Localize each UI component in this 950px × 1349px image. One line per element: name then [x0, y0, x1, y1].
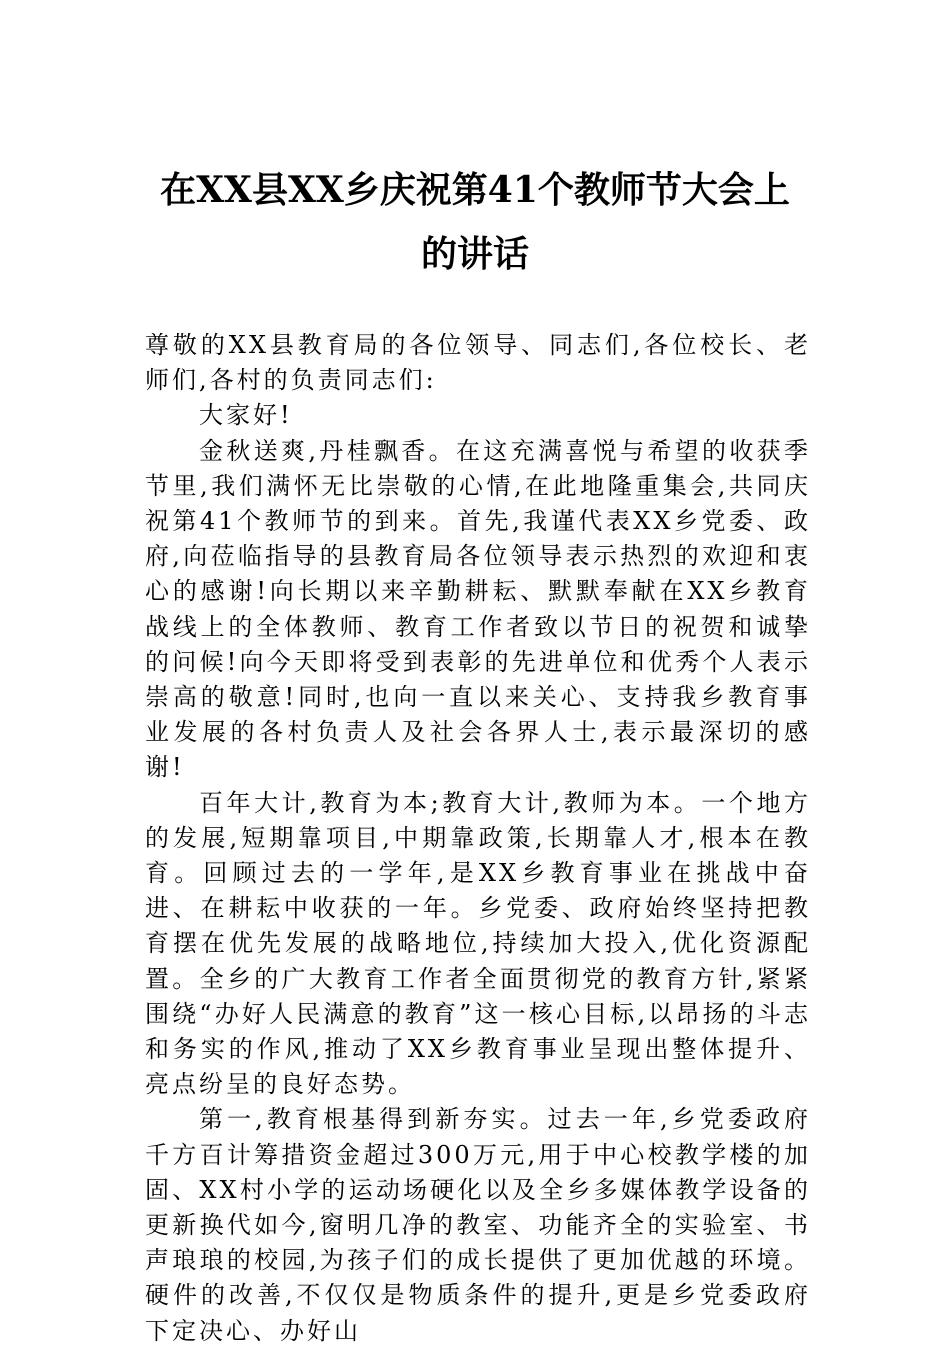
- paragraph-2: 百年大计,教育为本;教育大计,教师为本。一个地方的发展,短期靠项目,中期靠政策,长期靠人才,根本在教育。回顾过去的一学年,是XX乡教育事业在挑战中奋进、在耕耘中收获的一年。乡党委、政府始终坚持把教育摆在优先发展的战略地位,持续加大投入,优化资源配置。全乡的广大教育工作者全面贯彻党的教育方针,紧紧围绕“办好人民满意的教育”这一核心目标,以昂扬的斗志和务实的作风,推动了XX乡教育事业呈现出整体提升、亮点纷呈的良好态势。: [145, 788, 811, 1099]
- paragraph-3: 第一,教育根基得到新夯实。过去一年,乡党委政府千方百计筹措资金超过300万元,用于中心校教学楼的加固、XX村小学的运动场硬化以及全乡多媒体教学设备的更新换代如今,窗明几净的教室、功能齐全的实验室、书声琅琅的校园,为孩子们的成长提供了更加优越的环境。硬件的改善,不仅仅是物质条件的提升,更是乡党委政府下定决心、办好山: [145, 1105, 811, 1345]
- document-title-line-1: 在XX县XX乡庆祝第41个教师节大会上: [160, 169, 790, 211]
- paragraph-1: 金秋送爽,丹桂飘香。在这充满喜悦与希望的收获季节里,我们满怀无比崇敬的心情,在此地隆重集会,共同庆祝第41个教师节的到来。首先,我谨代表XX乡党委、政府,向莅临指导的县教育局各位领导表示热烈的欢迎和衷心的感谢!向长期以来辛勤耕耘、默默奉献在XX乡教育战线上的全体教师、教育工作者致以节日的祝贺和诚挚的问候!向今天即将受到表彰的先进单位和优秀个人表示崇高的敬意!同时,也向一直以来关心、支持我乡教育事业发展的各村负责人及社会各界人士,表示最深切的感谢!: [145, 436, 811, 782]
- greeting: 大家好!: [199, 401, 293, 430]
- document-title-line-2: 的讲话: [420, 233, 529, 275]
- salutation: 尊敬的XX县教育局的各位领导、同志们,各位校长、老师们,各村的负责同志们:: [145, 331, 811, 395]
- document-body: [145, 328, 811, 1349]
